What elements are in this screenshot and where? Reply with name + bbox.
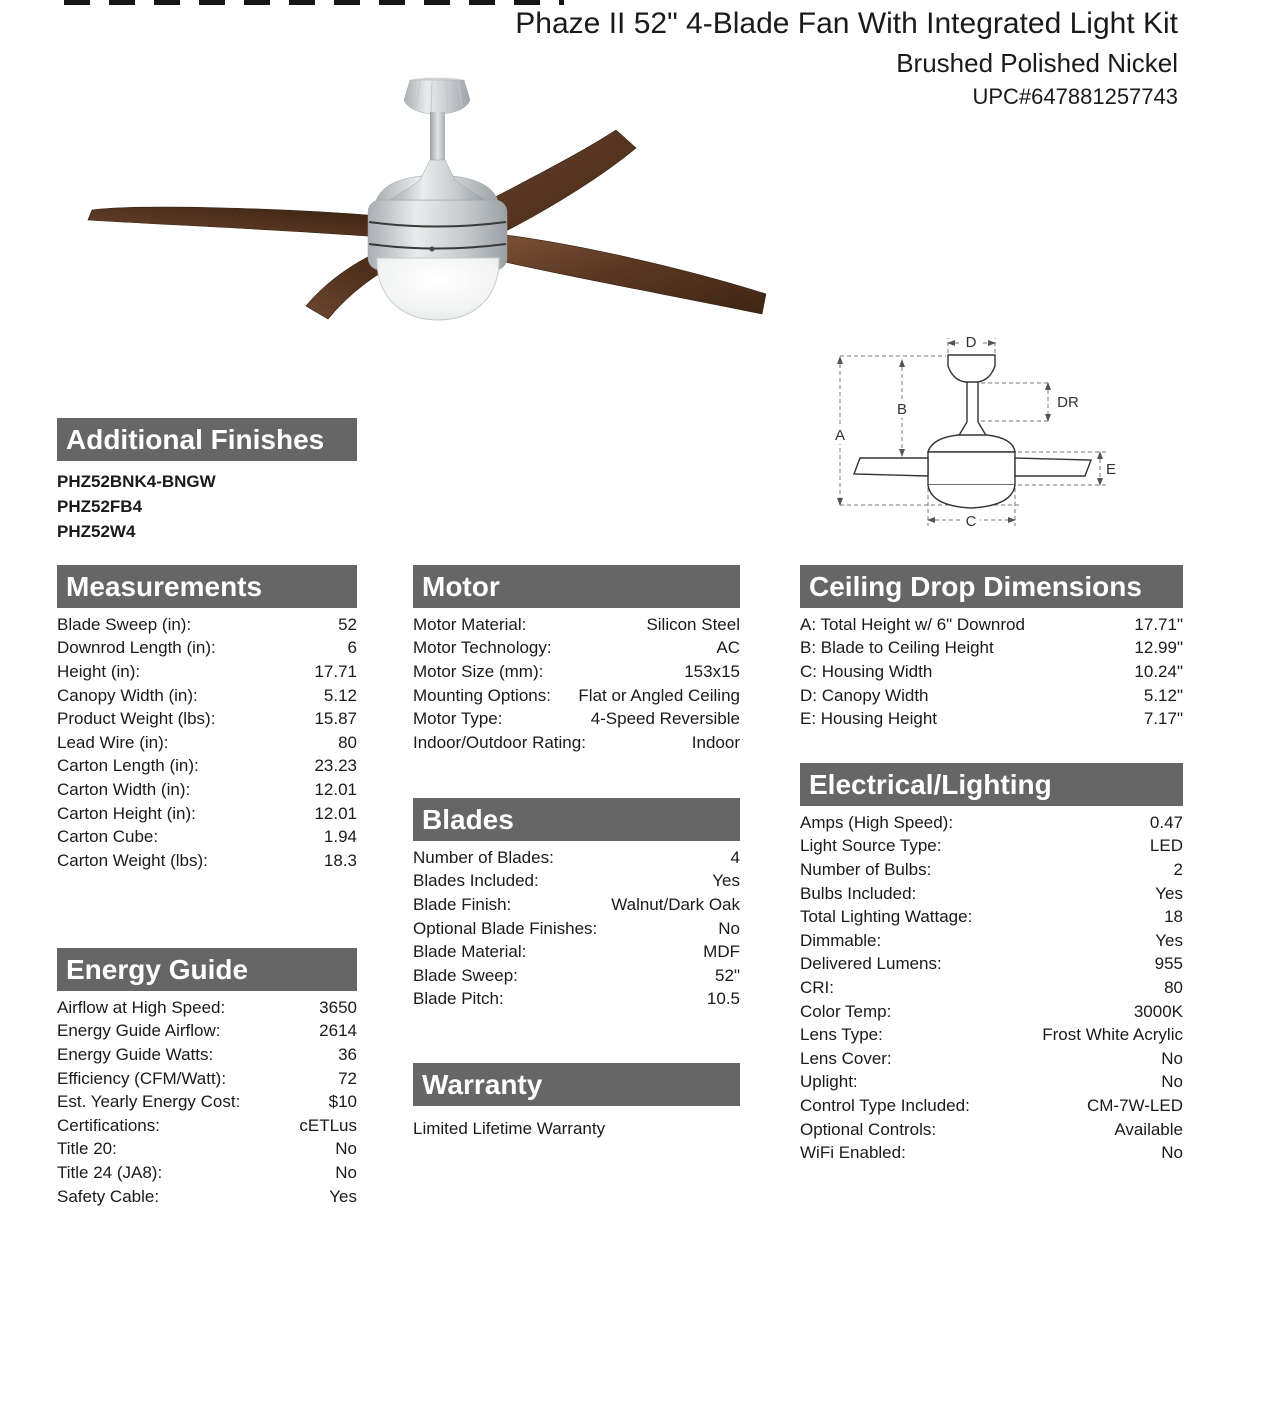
section-electrical-lighting: [800, 763, 1183, 1165]
spec-row: [413, 988, 740, 1012]
spec-row: [57, 996, 357, 1020]
spec-value: Frost White Acrylic: [1042, 1025, 1183, 1045]
dim-label-d: D: [965, 334, 977, 351]
spec-label: Product Weight (lbs):: [57, 709, 216, 729]
spec-row: [800, 953, 1183, 977]
spec-value: 4: [730, 847, 740, 867]
spec-value: 80: [338, 732, 357, 752]
spec-label: Number of Bulbs:: [800, 859, 932, 879]
spec-row: [57, 1138, 357, 1162]
spec-value: Walnut/Dark Oak: [611, 894, 740, 914]
section-header-ceiling-drop: Ceiling Drop Dimensions: [800, 565, 1183, 608]
spec-value: 17.71": [1134, 614, 1183, 634]
spec-value: 3650: [319, 997, 357, 1017]
spec-label: Optional Controls:: [800, 1119, 937, 1139]
spec-row: [57, 1067, 357, 1091]
section-energy-guide: [57, 948, 357, 1208]
spec-value: Yes: [712, 871, 740, 891]
section-motor: [413, 565, 740, 755]
spec-label: Carton Height (in):: [57, 803, 196, 823]
spec-value: No: [335, 1162, 357, 1182]
finish-item: PHZ52FB4: [57, 497, 143, 516]
spec-row: [800, 660, 1183, 684]
dim-label-dr: DR: [1057, 394, 1079, 411]
spec-row: [57, 660, 357, 684]
spec-label: A: Total Height w/ 6" Downrod: [800, 614, 1025, 634]
section-measurements: [57, 565, 357, 873]
dim-label-e: E: [1105, 461, 1117, 478]
spec-row: [413, 893, 740, 917]
spec-row: [57, 1043, 357, 1067]
spec-row: [413, 684, 740, 708]
spec-label: Light Source Type:: [800, 836, 942, 856]
spec-label: Safety Cable:: [57, 1186, 160, 1206]
spec-value: 12.01: [314, 779, 357, 799]
finishes-list: [57, 469, 357, 544]
spec-label: CRI:: [800, 977, 834, 997]
spec-label: Lens Cover:: [800, 1048, 892, 1068]
spec-row: [800, 835, 1183, 859]
spec-row: [800, 976, 1183, 1000]
energy-guide-table: [57, 996, 357, 1208]
spec-row: [413, 731, 740, 755]
measurements-table: [57, 613, 357, 873]
spec-label: Carton Length (in):: [57, 756, 199, 776]
spec-value: No: [1161, 1072, 1183, 1092]
spec-value: No: [1161, 1048, 1183, 1068]
spec-value: 80: [1164, 977, 1183, 997]
section-warranty: [413, 1063, 740, 1139]
spec-value: 52: [338, 614, 357, 634]
spec-label: Bulbs Included:: [800, 883, 917, 903]
spec-label: Number of Blades:: [413, 847, 554, 867]
spec-value: 18: [1164, 907, 1183, 927]
spec-label: Motor Size (mm):: [413, 661, 544, 681]
spec-value: 955: [1154, 954, 1183, 974]
finish-item: PHZ52W4: [57, 522, 136, 541]
section-header-energy-guide: Energy Guide: [57, 948, 357, 991]
spec-value: 17.71: [314, 661, 357, 681]
section-header-warranty: Warranty: [413, 1063, 740, 1106]
spec-label: Energy Guide Airflow:: [57, 1021, 221, 1041]
spec-value: Indoor: [691, 732, 740, 752]
spec-value: Yes: [329, 1186, 357, 1206]
section-header-measurements: Measurements: [57, 565, 357, 608]
dim-label-a: A: [834, 427, 846, 444]
section-header-additional-finishes: Additional Finishes: [57, 418, 357, 461]
spec-row: [413, 917, 740, 941]
spec-value: 3000K: [1133, 1001, 1183, 1021]
spec-label: Motor Type:: [413, 709, 503, 729]
upc-code: UPC#647881257743: [972, 84, 1178, 109]
spec-label: Motor Technology:: [413, 638, 552, 658]
downrod: [430, 112, 445, 162]
spec-label: Uplight:: [800, 1072, 858, 1092]
spec-value: 0.47: [1149, 812, 1183, 832]
spec-label: Carton Width (in):: [57, 779, 191, 799]
product-image-ceiling-fan: [80, 72, 780, 397]
spec-label: Indoor/Outdoor Rating:: [413, 732, 586, 752]
spec-row: [57, 825, 357, 849]
spec-label: Blade Pitch:: [413, 989, 504, 1009]
spec-value: Available: [1114, 1119, 1183, 1139]
spec-label: Blade Sweep (in):: [57, 614, 192, 634]
spec-row: [800, 637, 1183, 661]
blades-table: [413, 846, 740, 1011]
spec-value: 7.17": [1143, 709, 1183, 729]
spec-row: [800, 929, 1183, 953]
spec-value: 2614: [319, 1021, 357, 1041]
section-blades: [413, 798, 740, 1011]
finish-item: PHZ52BNK4-BNGW: [57, 472, 216, 491]
spec-value: 10.5: [706, 989, 740, 1009]
spec-row: [800, 1047, 1183, 1071]
section-ceiling-drop-dimensions: [800, 565, 1183, 731]
spec-value: No: [335, 1139, 357, 1159]
spec-value: 52": [715, 965, 740, 985]
cropped-logo-fragment: [64, 0, 564, 5]
spec-value: 2: [1173, 859, 1183, 879]
dim-label-c: C: [965, 513, 977, 530]
spec-label: Certifications:: [57, 1115, 160, 1135]
section-header-electrical: Electrical/Lighting: [800, 763, 1183, 806]
spec-row: [800, 613, 1183, 637]
spec-value: CM-7W-LED: [1086, 1095, 1183, 1115]
spec-row: [800, 882, 1183, 906]
spec-value: 4-Speed Reversible: [590, 709, 740, 729]
spec-value: cETLus: [299, 1115, 357, 1135]
spec-value: 72: [338, 1068, 357, 1088]
spec-row: [800, 1000, 1183, 1024]
electrical-table: [800, 811, 1183, 1165]
spec-label: Blade Finish:: [413, 894, 512, 914]
light-dome: [377, 258, 499, 320]
spec-row: [800, 858, 1183, 882]
spec-label: B: Blade to Ceiling Height: [800, 638, 994, 658]
spec-value: 12.01: [314, 803, 357, 823]
spec-value: 10.24": [1134, 661, 1183, 681]
spec-row: [413, 846, 740, 870]
spec-row: [57, 1114, 357, 1138]
spec-value: Yes: [1155, 930, 1183, 950]
spec-row: [800, 1094, 1183, 1118]
spec-label: Blades Included:: [413, 871, 539, 891]
finish-name: Brushed Polished Nickel: [896, 48, 1178, 78]
spec-value: LED: [1149, 836, 1183, 856]
spec-label: Carton Cube:: [57, 827, 159, 847]
spec-row: [800, 811, 1183, 835]
spec-row: [57, 1090, 357, 1114]
spec-row: [57, 707, 357, 731]
spec-row: [413, 964, 740, 988]
spec-label: Title 20:: [57, 1139, 117, 1159]
spec-label: E: Housing Height: [800, 709, 938, 729]
dim-label-b: B: [896, 401, 908, 418]
spec-label: Control Type Included:: [800, 1095, 970, 1115]
spec-label: Title 24 (JA8):: [57, 1162, 163, 1182]
spec-value: No: [1161, 1143, 1183, 1163]
spec-label: Blade Sweep:: [413, 965, 518, 985]
spec-value: Silicon Steel: [646, 614, 740, 634]
ceiling-fan-illustration: [80, 72, 780, 397]
spec-row: [57, 1185, 357, 1209]
spec-row: [800, 684, 1183, 708]
spec-label: Est. Yearly Energy Cost:: [57, 1092, 241, 1112]
spec-label: D: Canopy Width: [800, 685, 929, 705]
spec-label: Downrod Length (in):: [57, 638, 216, 658]
spec-row: [800, 1118, 1183, 1142]
spec-row: [57, 684, 357, 708]
fan-blade-right: [496, 234, 766, 314]
spec-row: [800, 1023, 1183, 1047]
spec-label: Airflow at High Speed:: [57, 997, 226, 1017]
spec-value: 5.12": [1143, 685, 1183, 705]
fan-blade-left: [88, 207, 380, 237]
spec-row: [800, 1071, 1183, 1095]
spec-row: [413, 940, 740, 964]
spec-value: 36: [338, 1044, 357, 1064]
warranty-text: Limited Lifetime Warranty: [413, 1119, 606, 1138]
spec-label: Color Temp:: [800, 1001, 892, 1021]
spec-label: Height (in):: [57, 661, 141, 681]
spec-label: Lens Type:: [800, 1025, 883, 1045]
spec-row: [57, 755, 357, 779]
spec-value: AC: [716, 638, 740, 658]
spec-value: 15.87: [314, 709, 357, 729]
spec-row: [413, 870, 740, 894]
spec-label: Dimmable:: [800, 930, 882, 950]
housing-control-dot: [430, 247, 435, 252]
motor-table: [413, 613, 740, 755]
spec-label: Mounting Options:: [413, 685, 551, 705]
spec-label: Lead Wire (in):: [57, 732, 169, 752]
section-additional-finishes: [57, 418, 357, 544]
spec-row: [57, 1161, 357, 1185]
spec-value: 1.94: [323, 827, 357, 847]
spec-value: 6: [347, 638, 357, 658]
section-header-motor: Motor: [413, 565, 740, 608]
spec-label: Efficiency (CFM/Watt):: [57, 1068, 227, 1088]
spec-value: 23.23: [314, 756, 357, 776]
spec-value: Yes: [1155, 883, 1183, 903]
spec-row: [800, 707, 1183, 731]
spec-label: Carton Weight (lbs):: [57, 850, 208, 870]
spec-label: Energy Guide Watts:: [57, 1044, 214, 1064]
spec-row: [800, 905, 1183, 929]
spec-row: [800, 1141, 1183, 1165]
spec-row: [57, 613, 357, 637]
spec-row: [413, 707, 740, 731]
dimension-diagram-svg: [830, 330, 1250, 540]
spec-row: [57, 731, 357, 755]
spec-value: 18.3: [323, 850, 357, 870]
spec-label: Amps (High Speed):: [800, 812, 954, 832]
page-title: Phaze II 52" 4-Blade Fan With Integrated Light Kit: [515, 7, 1178, 40]
spec-row: [413, 660, 740, 684]
spec-value: 12.99": [1134, 638, 1183, 658]
spec-label: Motor Material:: [413, 614, 527, 634]
spec-label: Total Lighting Wattage:: [800, 907, 973, 927]
spec-label: Optional Blade Finishes:: [413, 918, 598, 938]
spec-row: [57, 802, 357, 826]
spec-label: Blade Material:: [413, 942, 527, 962]
spec-label: Canopy Width (in):: [57, 685, 198, 705]
spec-row: [413, 613, 740, 637]
spec-row: [57, 1020, 357, 1044]
spec-label: WiFi Enabled:: [800, 1143, 906, 1163]
spec-value: 5.12: [323, 685, 357, 705]
spec-label: C: Housing Width: [800, 661, 933, 681]
spec-value: $10: [328, 1092, 357, 1112]
spec-value: 153x15: [684, 661, 740, 681]
spec-label: Delivered Lumens:: [800, 954, 942, 974]
spec-value: MDF: [703, 942, 740, 962]
ceiling-drop-table: [800, 613, 1183, 731]
spec-row: [57, 778, 357, 802]
spec-row: [57, 849, 357, 873]
spec-row: [413, 637, 740, 661]
section-header-blades: Blades: [413, 798, 740, 841]
spec-row: [57, 637, 357, 661]
spec-value: Flat or Angled Ceiling: [578, 685, 740, 705]
spec-value: No: [718, 918, 740, 938]
dimension-diagram: [830, 330, 1250, 540]
